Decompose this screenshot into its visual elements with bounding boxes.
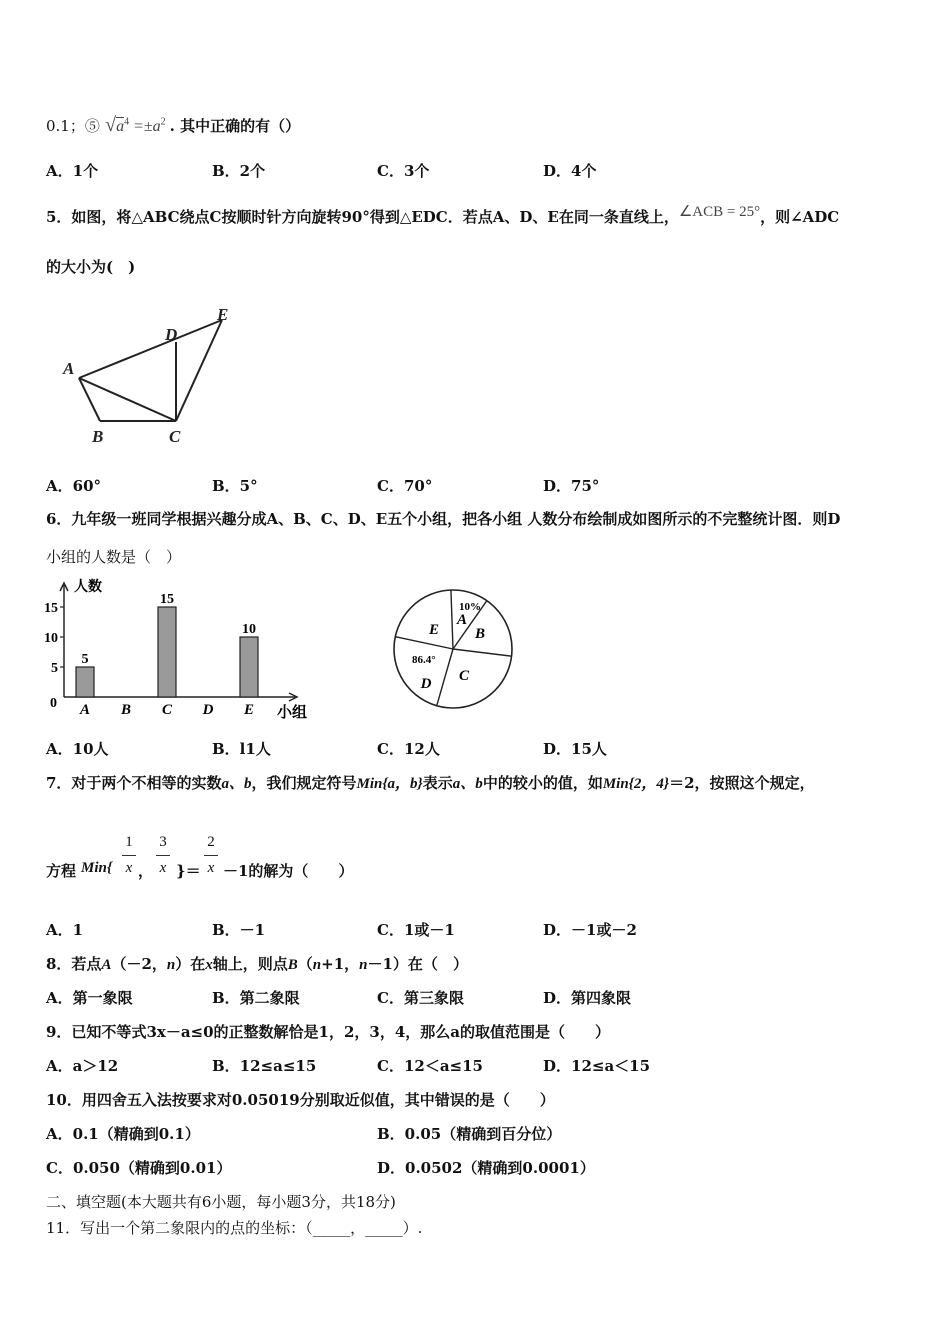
intro-line (46, 114, 300, 137)
q8-t3: ）在 (175, 955, 206, 973)
fraction-1 (122, 834, 136, 877)
frac2-den: x (159, 860, 167, 876)
q8-option-b: B．第二象限 (212, 989, 300, 1007)
q8-t1: 8．若点 (46, 955, 102, 973)
q8-t7: －1）在（ ） (367, 955, 468, 973)
y-tick-label: 5 (51, 661, 58, 676)
q4-option-b: B．2个 (212, 162, 266, 180)
q5-text: 5．如图，将△ABC绕点C按顺时针方向旋转90°得到△EDC．若点A、D、E在同一条直线上， (46, 208, 679, 226)
q7-t3: 表示 (422, 774, 453, 792)
frac3-num: 2 (207, 834, 215, 850)
intro-prefix: 0.1；⑤ (46, 117, 100, 135)
pie-slice-label: D (420, 676, 432, 692)
q7-t5: ＝2，按照这个规定， (669, 774, 815, 792)
fraction-3 (204, 834, 218, 877)
y-axis-label: 人数 (74, 580, 102, 595)
frac2-bar (156, 855, 170, 856)
q7-eq-suffix: －1的解为（ ） (223, 862, 354, 880)
edge-ac (79, 378, 176, 421)
q8-n2: n (312, 957, 322, 973)
q5-angle-expr: ∠ACB = 25° (678, 204, 761, 220)
q7-option-d: D．－1或－2 (543, 921, 637, 939)
q6-option-d: D．15人 (543, 740, 607, 758)
section2-title: 二、填空题(本大题共有6小题，每小题3分，共18分) (46, 1193, 396, 1211)
q7-close-eq: }＝ (176, 862, 201, 880)
q9-option-b: B．12≤a≤15 (212, 1057, 317, 1075)
bar (158, 607, 176, 697)
q5-triangle-figure (55, 300, 255, 450)
q7-min-example: Min{2，4} (602, 776, 670, 792)
frac3-den: x (207, 860, 215, 876)
q5-option-a: A．60° (46, 477, 102, 495)
q10-line: 10．用四舍五入法按要求对0.05019分别取近似值，其中错误的是（ ） (46, 1091, 555, 1109)
bar (76, 667, 94, 697)
x-tick-label: D (202, 702, 214, 718)
q8-option-d: D．第四象限 (543, 989, 632, 1007)
pie-annotation: 10% (459, 601, 481, 613)
q7-eq-prefix: 方程 (46, 862, 77, 880)
q7-t4: 中的较小的值，如 (482, 774, 603, 792)
x-tick-label: C (161, 702, 173, 718)
q4-option-c: C．3个 (377, 162, 430, 180)
q8-option-a: A．第一象限 (46, 989, 133, 1007)
q6-bar-chart (40, 575, 320, 725)
q6-line1: 6．九年级一班同学根据兴趣分成A、B、C、D、E五个小组，把各小组 人数分布绘制成如图所示的不完整统计图．则D (46, 510, 841, 528)
q7-option-a: A．1 (46, 921, 84, 939)
q7-option-c: C．1或－1 (377, 921, 455, 939)
q7-ab: a、b (221, 776, 252, 792)
x-axis-label: 小组 (277, 705, 308, 721)
q5-option-c: C．70° (377, 477, 433, 495)
q8-t2: （－2， (111, 955, 167, 973)
q8-option-c: C．第三象限 (377, 989, 464, 1007)
pie-slice-label: C (458, 668, 470, 684)
q6-option-b: B．l1人 (212, 740, 271, 758)
label-a: A (63, 359, 75, 378)
label-d: D (165, 325, 178, 344)
q8-line (46, 953, 468, 974)
q8-t6: +1， (321, 955, 360, 973)
q8-t5: （ (297, 955, 313, 973)
q9-option-c: C．12＜a≤15 (377, 1057, 483, 1075)
q5-line1 (46, 206, 839, 227)
edge-ab (79, 378, 100, 421)
q10-option-b: B．0.05（精确到百分位） (377, 1125, 562, 1143)
q10-option-d: D．0.0502（精确到0.0001） (377, 1159, 595, 1177)
frac1-bar (122, 855, 136, 856)
q9-option-d: D．12≤a＜15 (543, 1057, 651, 1075)
q5-line2: 的大小为( ) (46, 258, 136, 276)
q5-option-b: B．5° (212, 477, 258, 495)
q7-t2: ，我们规定符号 (251, 774, 357, 792)
rhs-exponent: 2 (160, 116, 166, 128)
q8-point-b: B (287, 957, 298, 973)
x-tick-label: B (120, 702, 132, 718)
sqrt-expression (105, 114, 170, 136)
q7-comma: ， (138, 862, 154, 880)
pie-slice-label: B (474, 626, 486, 642)
frac2-num: 3 (159, 834, 167, 850)
q10-option-c: C．0.050（精确到0.01） (46, 1159, 232, 1177)
radicand-exponent: 4 (124, 116, 130, 128)
rhs: =±a (133, 118, 161, 135)
x-tick-label: A (79, 702, 91, 718)
q8-point-a: A (101, 957, 112, 973)
q7-ab2: a、b (452, 776, 483, 792)
q4-option-a: A．1个 (46, 162, 99, 180)
q8-n1: n (166, 957, 176, 973)
q11-line: 11．写出一个第二象限内的点的坐标：（_____，_____）. (46, 1219, 423, 1237)
fraction-2 (156, 834, 170, 877)
frac3-bar (204, 855, 218, 856)
radicand: a (116, 118, 125, 135)
q9-line: 9．已知不等式3x－a≤0的正整数解恰是1，2，3，4，那么a的取值范围是（ ） (46, 1023, 611, 1041)
q8-n3: n (359, 957, 368, 973)
label-e: E (217, 305, 229, 324)
q7-t1: 7．对于两个不相等的实数 (46, 774, 222, 792)
q4-option-d: D．4个 (543, 162, 597, 180)
frac1-num: 1 (125, 834, 133, 850)
y-tick-label: 0 (50, 696, 57, 711)
q9-option-a: A．a＞12 (46, 1057, 119, 1075)
bar-data-label: 15 (160, 592, 174, 607)
pie-slice-label: A (456, 612, 468, 628)
label-c: C (169, 427, 181, 446)
bar-data-label: 10 (242, 622, 256, 637)
bar-data-label: 5 (81, 652, 89, 667)
frac1-den: x (125, 860, 133, 876)
q7-option-b: B．－1 (212, 921, 266, 939)
q7-eq-min: Min{ (81, 860, 113, 876)
y-tick-label: 15 (44, 601, 58, 616)
q6-option-a: A．10人 (46, 740, 109, 758)
pie-annotation: 86.4° (412, 654, 436, 666)
q6-pie-chart (392, 588, 520, 712)
q8-x: x (205, 957, 213, 973)
q7-min-def: Min{a，b} (356, 776, 423, 792)
intro-suffix: . 其中正确的有（） (169, 117, 301, 135)
q7-line1 (46, 772, 815, 793)
x-tick-label: E (243, 702, 255, 718)
pie-slice-label: E (428, 622, 440, 638)
q6-option-c: C．12人 (377, 740, 440, 758)
q8-t4: 轴上，则点 (212, 955, 288, 973)
bar (240, 637, 258, 697)
radical-sign: √ (105, 114, 117, 136)
q6-line2: 小组的人数是（ ） (46, 548, 182, 566)
y-tick-label: 10 (44, 631, 58, 646)
q5-option-d: D．75° (543, 477, 600, 495)
label-b: B (92, 427, 104, 446)
q10-option-a: A．0.1（精确到0.1） (46, 1125, 200, 1143)
q5-text-end: ，则∠ADC (760, 208, 840, 226)
